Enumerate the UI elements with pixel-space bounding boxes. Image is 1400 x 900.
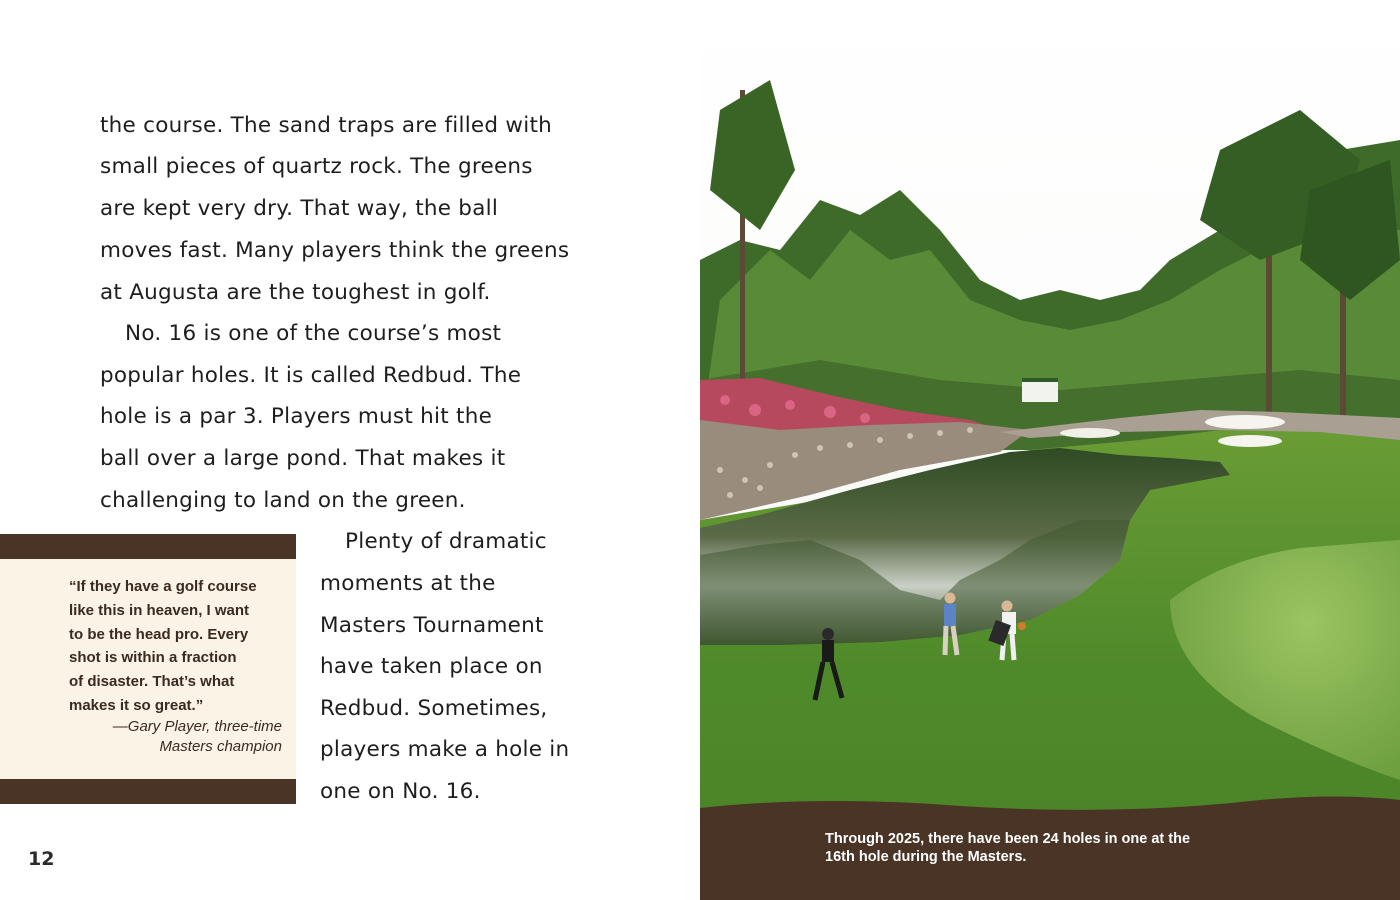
right-page	[700, 0, 1400, 900]
body-text-line: popular holes. It is called Redbud. The	[100, 363, 522, 388]
quote-text: “If they have a golf course like this in heaven, I want to be the head pro. Every shot is within a fraction of disaster. That’s what makes it so great.”	[69, 578, 257, 714]
sidebar-bottom-bar	[0, 779, 296, 804]
body-text-line: one on No. 16.	[320, 779, 481, 804]
photo-caption: Through 2025, there have been 24 holes in one at the 16th hole during the Masters.	[825, 831, 1191, 865]
body-text-line: Masters Tournament	[320, 613, 544, 638]
body-text-line: have taken place on	[320, 654, 543, 679]
body-text-line: small pieces of quartz rock. The greens	[100, 154, 533, 179]
body-text-line: ball over a large pond. That makes it	[100, 446, 506, 471]
page-number: 12	[28, 848, 55, 870]
body-text-line: moments at the	[320, 571, 496, 596]
body-text-line: Plenty of dramatic	[345, 529, 547, 554]
body-text-line: No. 16 is one of the course’s most	[125, 321, 502, 346]
body-text-line: Redbud. Sometimes,	[320, 696, 548, 721]
body-text-line: at Augusta are the toughest in golf.	[100, 280, 491, 305]
golf-course-photo	[700, 0, 1400, 900]
quote-attribution: —Gary Player, three-time Masters champion	[112, 718, 282, 755]
quote-sidebar	[0, 534, 296, 804]
body-text-line: hole is a par 3. Players must hit the	[100, 404, 493, 429]
sidebar-top-bar	[0, 534, 296, 559]
body-text-line: players make a hole in	[320, 737, 570, 762]
body-text-line: the course. The sand traps are filled with	[100, 113, 553, 138]
body-text-line: challenging to land on the green.	[100, 488, 466, 513]
body-text-line: are kept very dry. That way, the ball	[100, 196, 499, 221]
body-text-line: moves fast. Many players think the greens	[100, 238, 570, 263]
